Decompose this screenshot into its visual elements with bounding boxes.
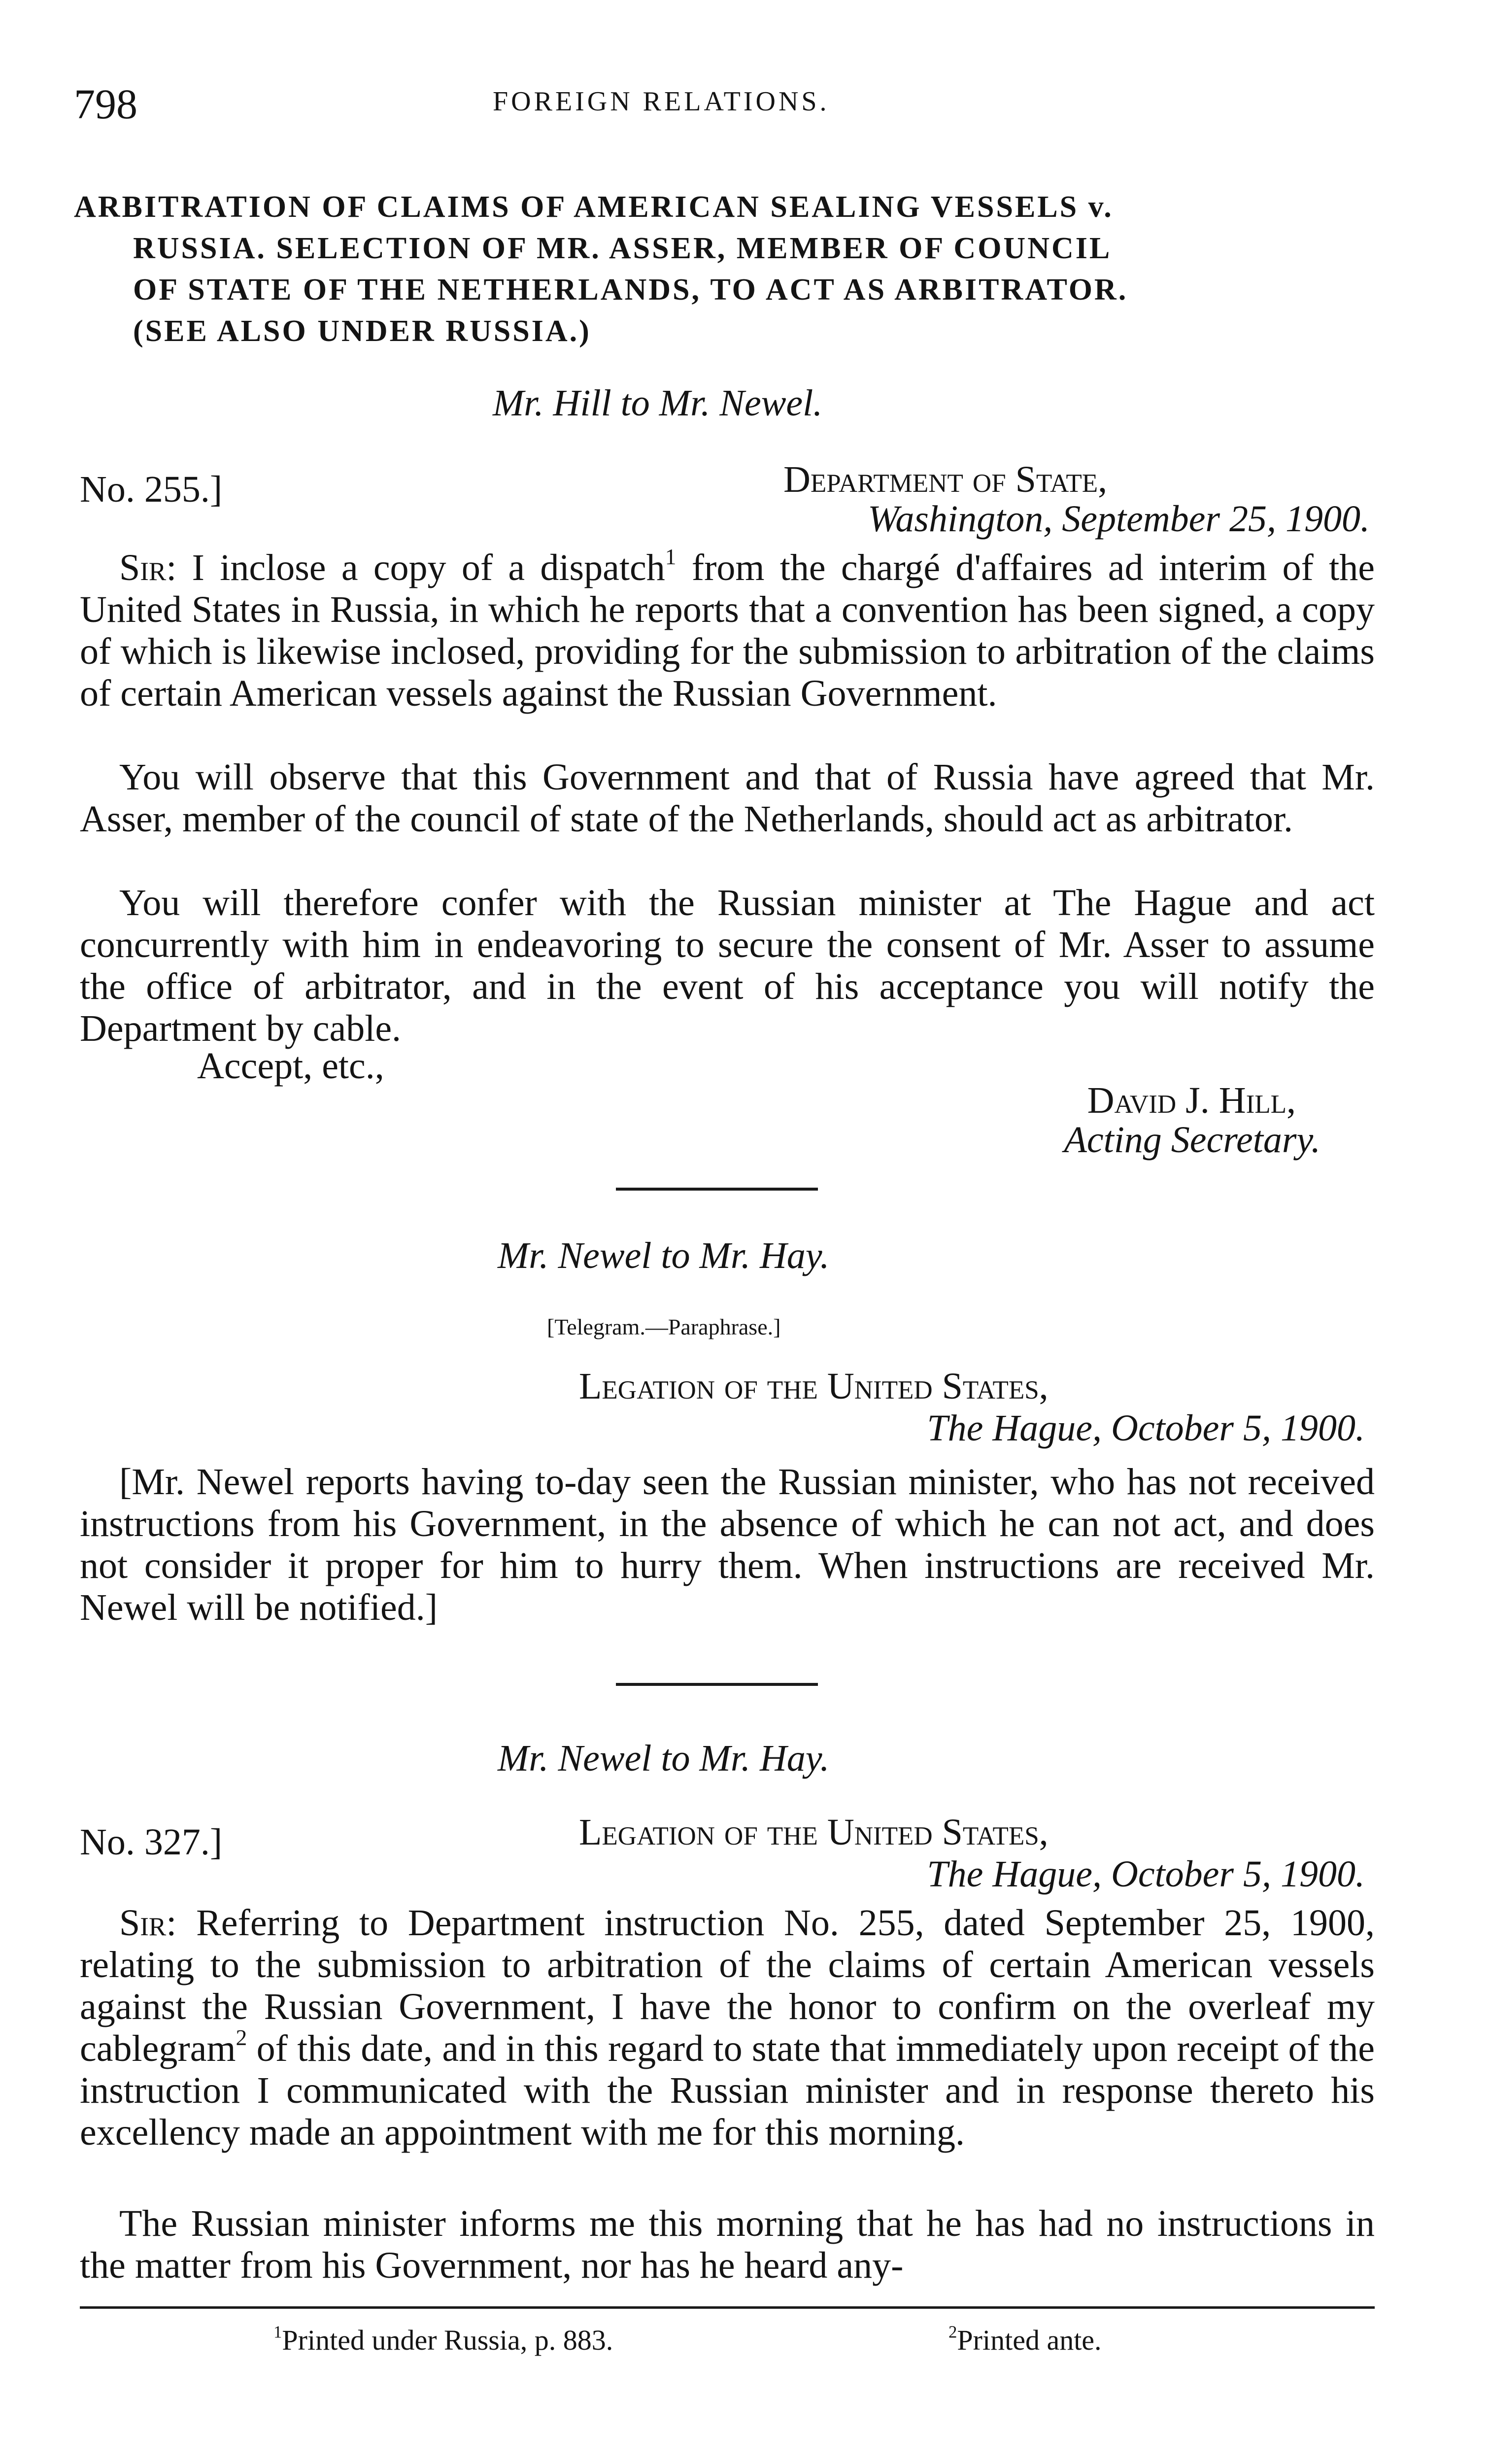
sender-office: Legation of the United States, [579, 1812, 1049, 1853]
signature: David J. Hill, [1087, 1080, 1296, 1121]
footnote-rule [80, 2306, 1375, 2309]
letter-title: Mr. Newel to Mr. Hay. [498, 1738, 830, 1779]
letter-paragraph: The Russian minister informs me this morning that he has had no instructions in the matter from his Government, nor has he heard any- [80, 2203, 1375, 2286]
letter-paragraph: You will observe that this Government and that of Russia have agreed that Mr. Asser, member of the council of state of the Netherlands, should act as arbitrator. [80, 756, 1375, 840]
closing: Accept, etc., [197, 1045, 384, 1087]
place-date: The Hague, October 5, 1900. [927, 1407, 1365, 1449]
salutation: Sir [119, 547, 167, 588]
footnote-reference: 1 [665, 544, 677, 570]
running-head: FOREIGN RELATIONS. [493, 86, 830, 117]
letter-paragraph: Sir: I inclose a copy of a dispatch$^1$ from the chargé d'affaires ad interim of the United States in Russia, in which he reports that a convention has been signed, a copy of which is likewise inclosed, providing for the submission to arbitration of the claims of certain American vessels against the Russian Government. [80, 544, 1375, 714]
section-heading-line: OF STATE OF THE NETHERLANDS, TO ACT AS ARBITRATOR. [133, 273, 1128, 307]
footnote: $^1$Printed under Russia, p. 883. [273, 2322, 613, 2356]
dispatch-number: No. 255.] [80, 469, 223, 510]
section-divider [616, 1683, 818, 1686]
dispatch-number: No. 327.] [80, 1821, 223, 1863]
telegram-note: [Telegram.—Paraphrase.] [547, 1314, 781, 1339]
section-heading-line: (SEE ALSO UNDER RUSSIA.) [133, 314, 591, 348]
telegram-body: [Mr. Newel reports having to-day seen the Russian minister, who has not received instructions from his Government, in the absence of which he can not act, and does not consider it proper for him to hurry them. When instructions are received Mr. Newel will be notified.] [80, 1461, 1375, 1628]
section-heading [74, 186, 1394, 352]
letter-title: Mr. Newel to Mr. Hay. [498, 1235, 830, 1276]
section-heading-line: RUSSIA. SELECTION OF MR. ASSER, MEMBER OF COUNCIL [133, 232, 1112, 265]
letter-title: Mr. Hill to Mr. Newel. [493, 382, 823, 424]
letter-paragraph: You will therefore confer with the Russian minister at The Hague and act concurrently with him in endeavoring to secure the consent of Mr. Asser to assume the office of arbitrator, and in the event of his acceptance you will notify the Department by cable. [80, 882, 1375, 1049]
sender-office: Legation of the United States, [579, 1366, 1049, 1407]
footnote-reference: 2 [236, 2025, 247, 2051]
sender-office: Department of State, [783, 459, 1108, 500]
section-divider [616, 1188, 818, 1191]
place-date: The Hague, October 5, 1900. [927, 1853, 1365, 1895]
signature-title: Acting Secretary. [1064, 1119, 1321, 1161]
salutation: Sir [119, 1902, 167, 1944]
section-heading-line: ARBITRATION OF CLAIMS OF AMERICAN SEALING VESSELS v. [74, 190, 1114, 224]
footnote: $^2$Printed ante. [948, 2322, 1102, 2356]
letter-paragraph: Sir: Referring to Department instruction No. 255, dated September 25, 1900, relating to the submission to arbitration of the claims of certain American vessels against the Russian Government, I have the honor to confirm on the overleaf my cablegram$^2$ of this date, and in this regard to state that immediately upon receipt of the instruction I communicated with the Russian minister and in response thereto his excellency made an appointment with me for this morning. [80, 1902, 1375, 2153]
page-number: 798 [74, 80, 137, 128]
place-date: Washington, September 25, 1900. [868, 498, 1370, 540]
